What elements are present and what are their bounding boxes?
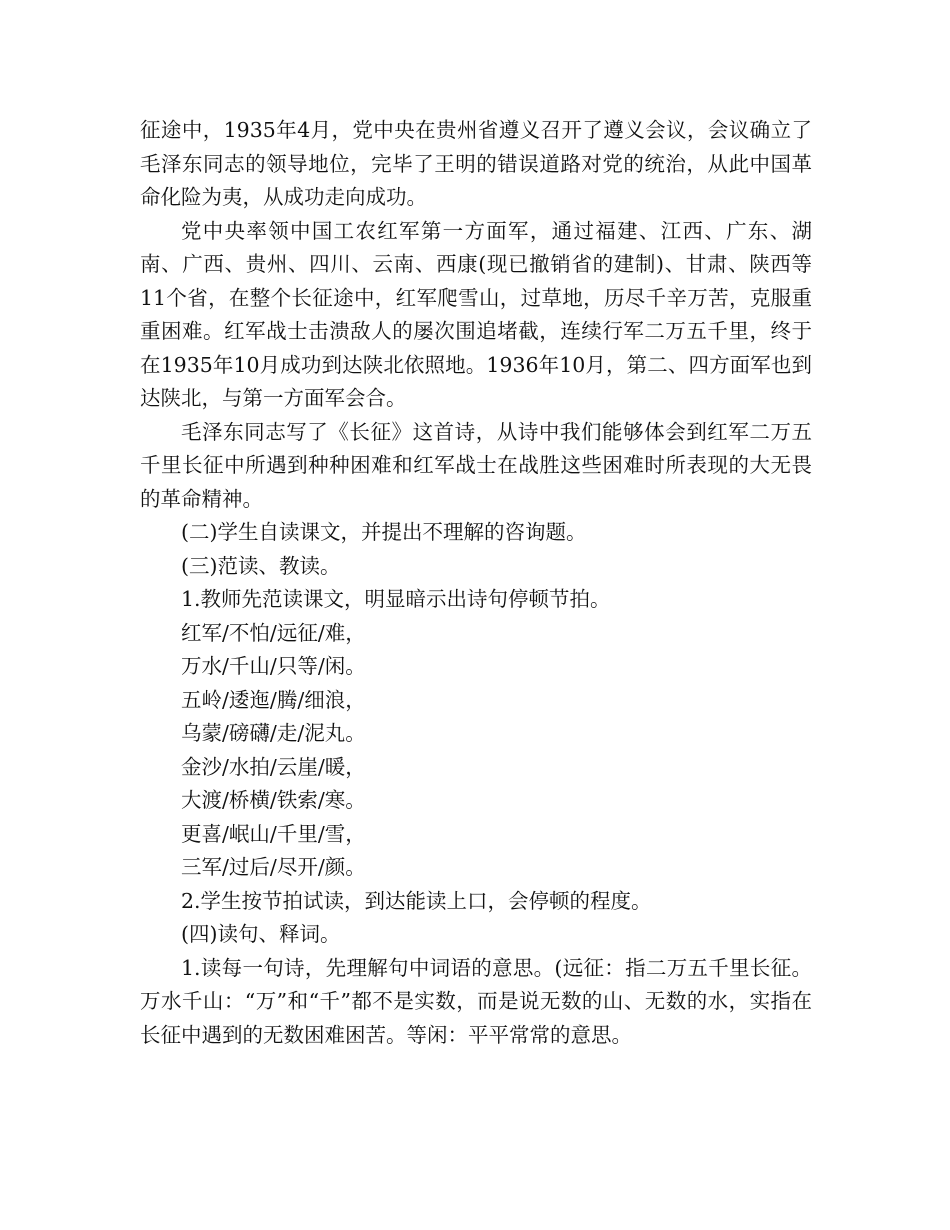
step-teacher-reading: 1.教师先范读课文，明显暗示出诗句停顿节拍。 — [181, 587, 611, 611]
poem-line-3: 五岭/逶迤/腾/细浪， — [181, 687, 366, 712]
poem-line-4: 乌蒙/磅礴/走/泥丸。 — [181, 721, 366, 745]
paragraph-word-explanation: 1.读每一句诗，先理解句中词语的意思。(远征：指二万五千里长征。万水千山：“万”和“千”都不是实数，而是说无数的山、无数的水，实指在长征中遇到的无数困难困苦。等闲：平平常常的意思。 — [140, 955, 812, 1047]
paragraph-poem-intro: 毛泽东同志写了《长征》这首诗，从诗中我们能够体会到红军二万五千里长征中所遇到种种困难和红军战士在战胜这些困难时所表现的大无畏的革命精神。 — [140, 419, 812, 511]
poem-line-7: 更喜/岷山/千里/雪， — [181, 821, 366, 846]
paragraph-long-march-route: 党中央率领中国工农红军第一方面军，通过福建、江西、广东、湖南、广西、贵州、四川、云南、西康(现已撤销省的建制)、甘肃、陕西等11个省，在整个长征途中，红军爬雪山，过草地，历尽千辛万苦，克服重重困难。红军战士击溃敌人的屡次围追堵截，连续行军二万五千里，终于在1935年10月成功到达陕北依照地。1936年10月，第二、四方面军也到达陕北，与第一方面军会合。 — [140, 218, 812, 410]
step-model-reading: (三)范读、教读。 — [181, 553, 341, 578]
step-student-reading: 2.学生按节拍试读，到达能读上口，会停顿的程度。 — [181, 888, 652, 913]
poem-line-8: 三军/过后/尽开/颜。 — [181, 855, 366, 879]
poem-line-6: 大渡/桥横/铁索/寒。 — [181, 788, 366, 812]
document-page — [140, 114, 812, 1052]
step-self-reading: (二)学生自读课文，并提出不理解的咨询题。 — [181, 520, 587, 544]
poem-line-2: 万水/千山/只等/闲。 — [181, 654, 366, 678]
step-read-and-explain: (四)读句、释词。 — [181, 922, 341, 946]
poem-line-5: 金沙/水拍/云崖/暖， — [181, 754, 366, 779]
paragraph-zunyi-meeting: 征途中，1935年4月，党中央在贵州省遵义召开了遵义会议，会议确立了毛泽东同志的领导地位，完毕了王明的错误道路对党的统治，从此中国革命化险为夷，从成功走向成功。 — [140, 118, 812, 209]
poem-line-1: 红军/不怕/远征/难， — [181, 620, 366, 645]
